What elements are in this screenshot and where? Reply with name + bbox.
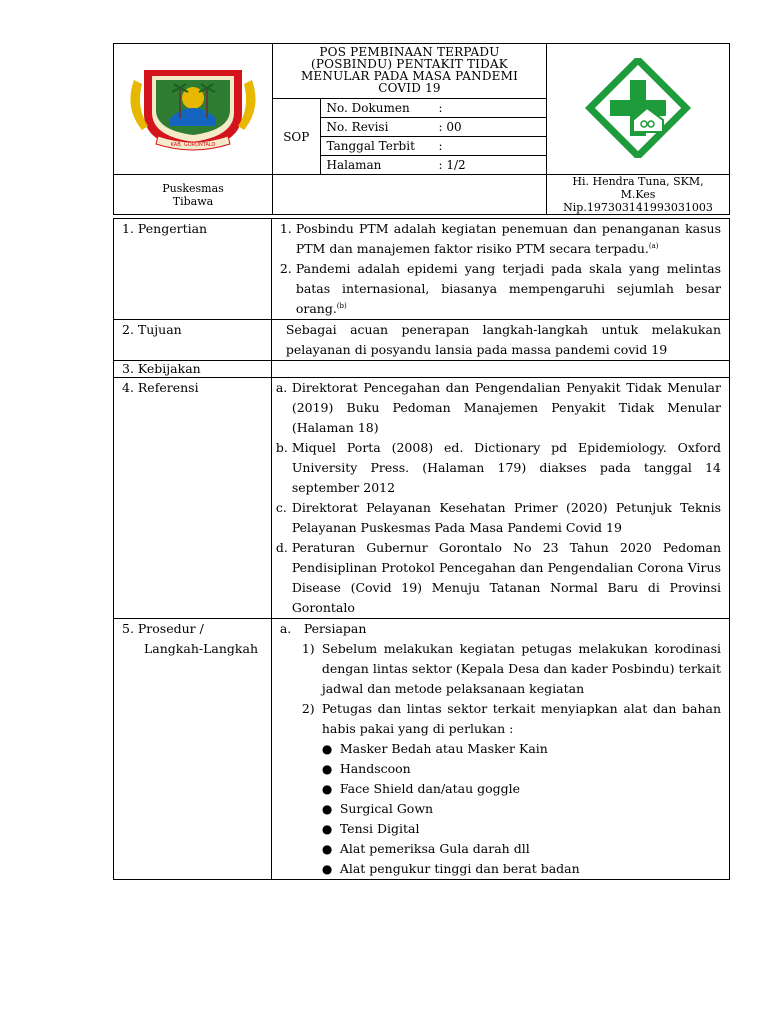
label-prosedur: 5. Prosedur / Langkah-Langkah [114, 619, 272, 880]
list-item: 2. Pandemi adalah epidemi yang terjadi pada skala yang melintas batas internasional, biasanya mempengaruhi sejumlah besar orang.$^{(b)}$ [279, 261, 721, 316]
label-kebijakan: 3. Kebijakan [114, 361, 272, 378]
blank-footer-cell [273, 175, 547, 215]
header-table [113, 43, 730, 215]
bullet-item: ● Alat pemeriksa Gula darah dll [321, 841, 530, 856]
emblem-text: KAB. GORONTALO [170, 141, 216, 148]
bullet-item: ● Alat pengukur tinggi dan berat badan [321, 861, 580, 876]
meta-row-revisi: No. Revisi : 00 [320, 118, 546, 137]
bullet-item: ● Face Shield dan/atau goggle [321, 781, 521, 796]
list-item: c. Direktorat Pelayanan Kesehatan Primer (2020) Petunjuk Teknis Pelayanan Puskesmas Pada Masa Pandemi Covid 19 [275, 500, 721, 535]
list-item: d. Peraturan Gubernur Gorontalo No 23 Tahun 2020 Pedoman Pendisiplinan Protokol Pencegahan dan Pengendalian Corona Virus Disease (Covid 19) Menuju Tatanan Normal Baru di Provinsi Gorontalo [275, 540, 721, 615]
list-item: 2) Petugas dan lintas sektor terkait menyiapkan alat dan bahan habis pakai yang di perlukan : [301, 701, 721, 736]
content-pengertian [271, 219, 729, 320]
right-logo-cell [546, 44, 729, 175]
row-tujuan [114, 320, 730, 361]
row-kebijakan [114, 361, 730, 378]
organization-name: Puskesmas Tibawa [114, 175, 273, 215]
content-prosedur [271, 619, 729, 880]
bullet-item: ● Tensi Digital [321, 821, 420, 836]
row-referensi [114, 378, 730, 619]
row-prosedur [114, 619, 730, 880]
list-item: 1. Posbindu PTM adalah kegiatan penemuan dan penanganan kasus PTM dan manajemen faktor risiko PTM secara terpadu.$^{(a)}$ [279, 221, 721, 256]
content-referensi [271, 378, 729, 619]
list-item: b. Miquel Porta (2008) ed. Dictionary pd Epidemiology. Oxford University Press. (Halaman 179) diakses pada tanggal 14 september 2012 [275, 440, 721, 495]
content-table [113, 218, 730, 880]
document-title: POS PEMBINAAN TERPADU (POSBINDU) PENTAKIT TIDAK MENULAR PADA MASA PANDEMI COVID 19 [273, 44, 547, 99]
bullet-item: ● Surgical Gown [321, 801, 434, 816]
row-pengertian [114, 219, 730, 320]
content-kebijakan [271, 361, 729, 378]
list-item: a. Direktorat Pencegahan dan Pengendalian Penyakit Tidak Menular (2019) Buku Pedoman Manajemen Penyakit Tidak Menular (Halaman 18) [275, 380, 721, 435]
bullet-item: ● Masker Bedah atau Masker Kain [321, 741, 548, 756]
list-item: 1) Sebelum melakukan kegiatan petugas melakukan korodinasi dengan lintas sektor (Kepala Desa dan kader Posbindu) terkait jadwal dan metode pelaksanaan kegiatan [301, 641, 721, 696]
left-logo-cell [114, 44, 273, 175]
bullet-item: ● Handscoon [321, 761, 411, 776]
label-pengertian: 1. Pengertian [114, 219, 272, 320]
meta-row-halaman: Halaman : 1/2 [320, 156, 546, 175]
content-tujuan: Sebagai acuan penerapan langkah-langkah untuk melakukan pelayanan di posyandu lansia pada massa pandemi covid 19 [271, 320, 729, 361]
puskesmas-logo-icon [547, 58, 729, 158]
meta-row-tanggal: Tanggal Terbit : [320, 137, 546, 156]
signer-block: Hi. Hendra Tuna, SKM, M.Kes Nip.197303141993031003 [546, 175, 729, 215]
sop-label: SOP [273, 99, 321, 175]
label-referensi: 4. Referensi [114, 378, 272, 619]
gorontalo-emblem-icon [114, 58, 272, 158]
meta-row-dokumen: No. Dokumen : [320, 99, 546, 118]
label-tujuan: 2. Tujuan [114, 320, 272, 361]
section-heading: a. Persiapan [279, 621, 367, 636]
